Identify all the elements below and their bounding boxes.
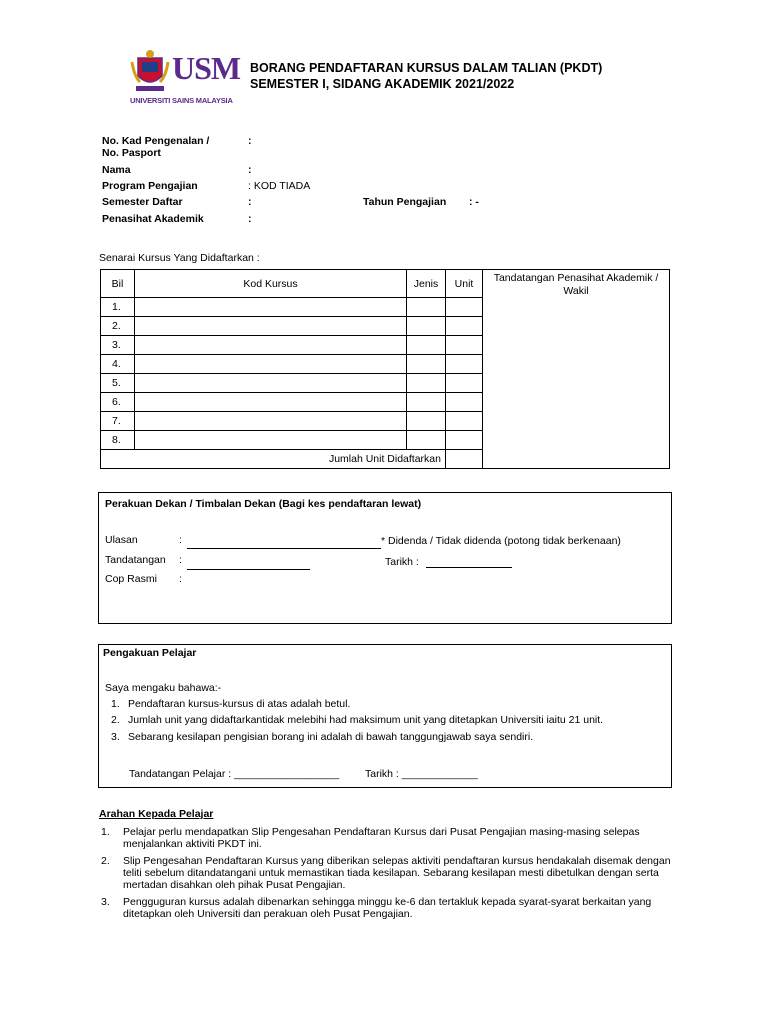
item-text: Pelajar perlu mendapatkan Slip Pengesahan Pendaftaran Kursus dari Pusat Pengajian masing-masing selepas menjalankan aktiviti PKDT ini. <box>123 826 640 850</box>
row-bil: 2. <box>101 317 135 336</box>
jenis-cell[interactable] <box>407 393 446 412</box>
usm-logo <box>130 48 241 110</box>
row-bil: 1. <box>101 298 135 317</box>
kod-kursus-cell[interactable] <box>135 393 407 412</box>
jenis-cell[interactable] <box>407 355 446 374</box>
pelajar-heading: Pengakuan Pelajar <box>103 647 197 659</box>
dekan-tarikh-label: Tarikh : <box>385 556 419 568</box>
unit-cell[interactable] <box>446 298 483 317</box>
pelajar-section <box>98 644 672 788</box>
pelajar-intro: Saya mengaku bahawa:- <box>105 682 222 694</box>
unit-cell[interactable] <box>446 317 483 336</box>
row-bil: 3. <box>101 336 135 355</box>
jenis-cell[interactable] <box>407 412 446 431</box>
cop-colon: : <box>179 573 182 585</box>
row-bil: 5. <box>101 374 135 393</box>
pelajar-item <box>111 698 351 710</box>
pelajar-item <box>111 714 604 726</box>
dekan-section <box>98 492 672 624</box>
item-num: 1. <box>111 698 120 710</box>
form-title <box>250 60 602 92</box>
arahan-list <box>99 826 674 920</box>
kod-kursus-cell[interactable] <box>135 431 407 450</box>
jenis-cell[interactable] <box>407 298 446 317</box>
ic-label-line-1: No. Kad Pengenalan / <box>102 135 210 147</box>
unit-cell[interactable] <box>446 336 483 355</box>
ic-value: : <box>248 135 252 147</box>
title-line-1: BORANG PENDAFTARAN KURSUS DALAM TALIAN (PKDT) <box>250 61 603 75</box>
logo-wordmark: USM <box>172 50 241 86</box>
program-value: : KOD TIADA <box>248 180 311 192</box>
pelajar-signature-field[interactable]: Tandatangan Pelajar : __________________ <box>129 768 340 780</box>
item-text: Pendaftaran kursus-kursus di atas adalah betul. <box>128 698 351 710</box>
cop-rasmi-label: Cop Rasmi <box>105 573 157 585</box>
item-num: 3. <box>111 731 120 743</box>
kod-kursus-cell[interactable] <box>135 374 407 393</box>
table-header-row <box>101 270 670 298</box>
item-num: 2. <box>101 855 110 867</box>
item-text: Pengguguran kursus adalah dibenarkan sehingga minggu ke-6 dan tertakluk kepada syarat-syarat berkaitan yang ditetapkan oleh Universiti dan perakuan oleh Pusat Pengajian. <box>123 896 652 920</box>
col-bil: Bil <box>101 270 135 298</box>
unit-cell[interactable] <box>446 412 483 431</box>
ic-label-line-2: No. Pasport <box>102 147 161 159</box>
penasihat-label: Penasihat Akademik <box>102 213 204 225</box>
title-line-2: SEMESTER I, SIDANG AKADEMIK 2021/2022 <box>250 77 515 91</box>
kod-kursus-cell[interactable] <box>135 336 407 355</box>
total-label: Jumlah Unit Didaftarkan <box>101 450 446 469</box>
col-tandatangan-penasihat: Tandatangan Penasihat Akademik / Wakil <box>483 270 670 469</box>
col-jenis: Jenis <box>407 270 446 298</box>
item-num: 2. <box>111 714 120 726</box>
tandatangan-colon: : <box>179 554 182 566</box>
courses-caption: Senarai Kursus Yang Didaftarkan : <box>99 252 260 264</box>
item-num: 3. <box>101 896 110 908</box>
col-unit: Unit <box>446 270 483 298</box>
courses-table <box>100 269 670 469</box>
didenda-text: * Didenda / Tidak didenda (potong tidak berkenaan) <box>381 535 621 547</box>
ulasan-label: Ulasan <box>105 534 138 546</box>
ulasan-field[interactable] <box>187 536 381 549</box>
unit-cell[interactable] <box>446 374 483 393</box>
row-bil: 7. <box>101 412 135 431</box>
col-kod-kursus: Kod Kursus <box>135 270 407 298</box>
penasihat-value: : <box>248 213 252 225</box>
pelajar-date-field[interactable]: Tarikh : _____________ <box>365 768 478 780</box>
kod-kursus-cell[interactable] <box>135 355 407 374</box>
unit-cell[interactable] <box>446 431 483 450</box>
arahan-item <box>99 826 674 850</box>
item-text: Slip Pengesahan Pendaftaran Kursus yang diberikan selepas aktiviti pendaftaran kursus hendakalah disemak dengan teliti sebelum ditandatangani untuk memastikan tiada kesilapan. Sebarang kesilapan mesti dibetulkan dengan serta mertadan disahkan oleh pihak Pusat Pengajian. <box>123 855 671 891</box>
kod-kursus-cell[interactable] <box>135 317 407 336</box>
logo-subtext: UNIVERSITI SAINS MALAYSIA <box>130 96 233 105</box>
unit-cell[interactable] <box>446 355 483 374</box>
semester-value: : <box>248 196 252 208</box>
arahan-item <box>99 855 674 891</box>
arahan-item <box>99 896 674 920</box>
jenis-cell[interactable] <box>407 431 446 450</box>
total-unit-cell[interactable] <box>446 450 483 469</box>
dekan-signature-field[interactable] <box>187 557 310 570</box>
arahan-heading: Arahan Kepada Pelajar <box>99 808 214 820</box>
jenis-cell[interactable] <box>407 336 446 355</box>
semester-label: Semester Daftar <box>102 196 183 208</box>
row-bil: 8. <box>101 431 135 450</box>
tahun-label: Tahun Pengajian <box>363 196 447 208</box>
row-bil: 6. <box>101 393 135 412</box>
nama-label: Nama <box>102 164 131 176</box>
tahun-value: : - <box>469 196 479 208</box>
dekan-tandatangan-label: Tandatangan <box>105 554 166 566</box>
row-bil: 4. <box>101 355 135 374</box>
item-text: Jumlah unit yang didaftarkantidak melebihi had maksimum unit yang ditetapkan Universiti iaitu 21 unit. <box>128 714 604 726</box>
pelajar-item <box>111 731 534 743</box>
crest-icon <box>130 48 170 94</box>
item-text: Sebarang kesilapan pengisian borang ini adalah di bawah tanggungjawab saya sendiri. <box>128 731 534 743</box>
nama-value: : <box>248 164 252 176</box>
ulasan-colon: : <box>179 534 182 546</box>
kod-kursus-cell[interactable] <box>135 412 407 431</box>
jenis-cell[interactable] <box>407 317 446 336</box>
unit-cell[interactable] <box>446 393 483 412</box>
kod-kursus-cell[interactable] <box>135 298 407 317</box>
jenis-cell[interactable] <box>407 374 446 393</box>
item-num: 1. <box>101 826 110 838</box>
dekan-heading: Perakuan Dekan / Timbalan Dekan (Bagi kes pendaftaran lewat) <box>105 498 422 510</box>
program-label: Program Pengajian <box>102 180 198 192</box>
dekan-date-field[interactable] <box>426 556 512 568</box>
ic-label <box>102 135 209 159</box>
